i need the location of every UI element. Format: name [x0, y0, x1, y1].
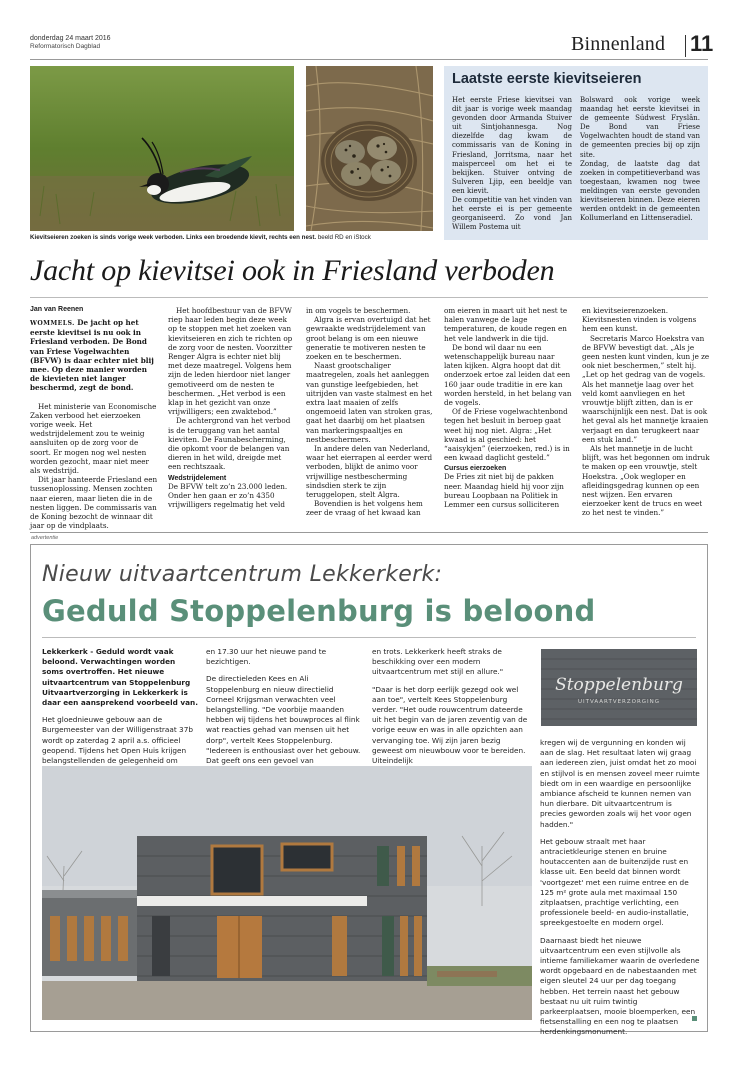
paragraph: Dit jaar hanteerde Friesland een tussenoplossing. Mensen zochten naar eieren, maar lieten die in de nesten liggen. De commissaris van de Koning bezocht de winnaar dit jaar op de vindplaats.	[30, 475, 158, 531]
subheading: Wedstrijdelement	[168, 474, 227, 482]
lapwing-photo	[30, 66, 294, 231]
advertorial-column-2	[206, 647, 362, 783]
paragraph: en trots. Lekkerkerk heeft straks de beschikking over een modern uitvaartcentrum met stijl en allure."	[372, 647, 504, 677]
advertisement-label: advertentie	[31, 535, 59, 541]
paragraph: De achtergrond van het verbod is de teruggang van het aantal kieviten. De Faunabescherming, die opkomt voor de belangen van dieren in het wild, dreigde met een rechtszaak.	[168, 416, 291, 472]
advertorial-column-3	[372, 647, 528, 773]
article-column-5	[582, 306, 710, 518]
paragraph: om eieren in maart uit het nest te halen vanwege de lage temperaturen, de koude regen en het vele landwerk in die tijd.	[444, 306, 568, 343]
end-mark	[692, 1016, 697, 1021]
paragraph: De bond wil daar nu een wetenschappelijk bureau naar laten kijken. Algra hoopt dat dit onderzoek ertoe zal leiden dat een 160 jaar oude traditie in ere kan worden hersteld, in het belang van de vogels.	[444, 342, 572, 408]
paragraph: In andere delen van Nederland, waar het eierrapen al eerder werd verboden, blijkt de animo voor vrijwillige nestbescherming sindsdien sterk te zijn teruggelopen, stelt Algra.	[306, 444, 433, 500]
advertorial-title-rule	[42, 637, 696, 638]
article-column-1	[30, 306, 158, 530]
header-rule	[30, 59, 708, 60]
byline: Jan van Reenen	[30, 306, 84, 313]
paragraph: Algra is ervan overtuigd dat het gewraakte wedstrijdelement van groot belang is om een nieuwe generatie te motiveren nesten te zoeken en te beschermen.	[306, 315, 431, 362]
advertorial-title: Geduld Stoppelenburg is beloond	[42, 594, 596, 628]
article-column-3	[306, 306, 434, 518]
paragraph: Of de Friese vogelwachtenbond tegen het besluit in beroep gaat weet hij nog niet. Algra: „Het kwaad is al geschied: het “aaisykjen” (eierzoeken, red.) is in een kwaad daglicht gesteld.”	[444, 407, 570, 463]
advertorial-column-1	[42, 647, 198, 783]
dateline: WOMMELS.	[30, 320, 75, 327]
paragraph: De Fries zit niet bij de pakken neer. Maandag hield hij voor zijn bureau Loopbaan na Politiek in Lemmer een cursus solliciteren	[444, 472, 564, 510]
header-divider	[685, 35, 686, 57]
sidebox-column-1: Het eerste Friese kievitsei van dit jaar is vorige week maandag gevonden door Armanda Stuiver uit Sintjohannesga. Nog diezelfde dag kwam de commissaris van de Koning in Friesland, Jorritsma, naar het maisperceel om het ei te bekijken. Stuiver ontving de Sulveren Ljip, een beeldje van een kievit. De competitie van het vinden van het eerste ei is per gemeente georganiseerd. Zo vond Jan Willem Postema uit	[452, 96, 572, 232]
sign-logo-subtext: UITVAARTVERZORGING	[577, 699, 661, 705]
paragraph: Daarnaast biedt het nieuwe uitvaartcentrum een even stijlvolle als intieme familiekamer waarin de overledene wordt opgebaard en de nabestaanden met eigen sleutel 24 uur per dag toegang hebben. Het terrein naast het gebouw bestaat nu uit ruim twintig parkeerplaatsen, mooie bloemperken, een fietsenstalling en een nog te plaatsen herdenkingsmonument.	[540, 935, 700, 1037]
sidebox-column-2: Bolsward ook vorige week maandag het eerste kievitsei in de gemeente Súdwest Fryslân. De Bond van Friese Vogelwachten houdt de stand van de gemeenten precies bij op zijn site. Zondag, de laatste dag dat zoeken in competitieverband was toegestaan, kwamen nog twee meldingen van eerste gevonden kievitseieren binnen. Deze eieren werden ontdekt in de gemeenten Kollumerland en Littenseradiel.	[580, 96, 700, 223]
paragraph: De BFVW telt zo’n 23.000 leden. Onder hen gaan er zo’n 4350 vrijwilligers regelmatig het veld	[168, 481, 288, 510]
sidebox-title: Laatste eerste kievitseieren	[452, 71, 642, 87]
paragraph: "Daar is het dorp eerlijk gezegd ook wel aan toe", vertelt Kees Stoppelenburg verder. "Het oude rouwcentrum dateerde uit het begin van de jaren zeventig van de vorige eeuw en was in alle opzichten aan vervanging toe. Wij zijn jaren bezig geweest om nieuwbouw voor te bereiden. Uiteindelijk	[372, 684, 528, 766]
paragraph: Naast grootschaliger maatregelen, zoals het aanleggen van gunstige leefgebieden, het uitrijden van vaste stalmest en het extra laat maaien of zelfs ongemoeid laten van stroken gras, gaat het daarbij om het plaatsen van markeringspaaltjes en nestbeschermers.	[306, 361, 433, 444]
paragraph: Als het mannetje in de lucht blijft, was het begonnen om indruk te maken op een vrouwtje, stelt Hoekstra. „Ook wegloper en afleidingsgedrag kunnen op een nest wijzen. Een ervaren eierzoeker kent de trucs en weet zo het nest te vinden.”	[582, 444, 710, 518]
nest-photo	[306, 66, 433, 231]
paragraph: Het hoofdbestuur van de BFVW riep haar leden begin deze week op te stoppen met het zoeken van kievitseieren en zich te richten op de zorg voor de nesten. Voorzitter Renger Algra is echter niet blij met deze maatregel. Volgens hem zijn de leden hierdoor niet langer gemotiveerd om de nesten te beschermen. „Het verbod is een klap in het gezicht van onze vrijwilligers; een zwaktebod.”	[168, 306, 293, 417]
paragraph: Bovendien is het volgens hem zeer de vraag of het kwaad kan	[306, 499, 423, 518]
subheading: Cursus eierzoeken	[444, 465, 507, 473]
photo-credit: beeld RD en iStock	[317, 234, 371, 241]
article-lead: De jacht op het eerste kievitsei is nu ook in Friesland verboden. De Bond van Friese Vogelwachten (BFVW) is daar echter niet blij mee. Op deze manier worden de kievieten niet langer beschermd, zegt de bond.	[30, 318, 154, 393]
advertorial-kicker: Nieuw uitvaartcentrum Lekkerkerk:	[42, 562, 443, 587]
article-column-2	[168, 306, 296, 509]
advertorial-column-4	[540, 738, 700, 1045]
stoppelenburg-sign-photo	[541, 649, 697, 726]
paragraph: De directieleden Kees en Ali Stoppelenburg en nieuw directielid Corneel Krijgsman verwachten veel belangstelling. "De voorbije maanden hebben wij tijdens het bouwproces al flink wat reacties gehad van mensen uit het dorp", vertelt Kees Stoppelenburg. "Iedereen is enthousiast over het gebouw. Dat geeft ons een gevoel van	[206, 674, 361, 766]
caption-text: Kievitseieren zoeken is sinds vorige week verboden. Links een broedende kievit, rechts een nest.	[30, 234, 317, 241]
article-column-4	[444, 306, 572, 509]
section-title: Binnenland	[571, 33, 666, 55]
paragraph: Het ministerie van Economische Zaken verbood het eierzoeken vorige week. Het wedstrijdelement zou te weinig aansluiten op de zorg voor de soort. Er mogen nog wel nesten worden gezocht, maar niet meer als wedstrijd.	[30, 401, 157, 476]
photo-caption	[30, 234, 440, 242]
paragraph: en kievitseierenzoeken. Kievitsnesten vinden is volgens hem een kunst.	[582, 306, 697, 334]
paragraph: kregen wij de vergunning en konden wij aan de slag. Het resultaat laten wij graag aan iedereen zien, juist omdat het zo mooi en stijlvol is en mensen zoveel meer ruimte biedt om in een waardige en persoonlijke ambiance afscheid te kunnen nemen van hun dierbare. Dit uitvaartcentrum is precies geworden zoals wij het voor ogen hadden."	[540, 738, 700, 829]
paragraph: en 17.30 uur het nieuwe pand te bezichtigen.	[206, 647, 327, 667]
funeral-center-building-photo	[42, 766, 532, 1020]
paragraph: Secretaris Marco Hoekstra van de BFVW bevestigt dat. „Als je geen nesten kunt vinden, kun je ze ook niet beschermen,” stelt hij. „Let op het gedrag van de vogels. Als het mannetje laag over het veld komt aanvliegen en het vrouwtje blijft zitten, dan is er waarschijnlijk een nest. Dat is ook het geval als het mannetje kraaien verjaagt en dan terugkeert naar een stuk land.”	[582, 333, 710, 444]
sign-logo-text: Stoppelenburg	[555, 675, 683, 695]
newspaper-name: Reformatorisch Dagblad	[30, 43, 101, 50]
paragraph: Het gebouw straalt met haar antracietkleurige stenen en bruine houtaccenten aan de buitenzijde rust en klasse uit. Een beeld dat binnen wordt 'voortgezet' met een ruime entree en de 125 m² grote aula met maximaal 150 zitplaatsen, prachtige verlichting, een professionele beeld- en audio-installatie, spreekgestoelte en modern orgel.	[540, 836, 689, 928]
article-headline: Jacht op kievitsei ook in Friesland verboden	[30, 254, 555, 287]
advertorial-rule	[30, 532, 708, 533]
paragraph: in om vogels te beschermen.	[306, 306, 411, 315]
advertorial-lead: Lekkerkerk - Geduld wordt vaak beloond. Verwachtingen worden soms overtroffen. Het nieuwe uitvaartcentrum van Stoppelenburg Uitvaartverzorging in Lekkerkerk is daar een aansprekend voorbeeld van.	[42, 647, 198, 708]
edition-date: donderdag 24 maart 2016	[30, 35, 111, 42]
page-number: 11	[690, 31, 714, 56]
headline-rule	[30, 297, 708, 298]
paragraph: Het gloednieuwe gebouw aan de Burgemeester van der Willigenstraat 37b wordt op zaterdag 2 april a.s. officieel geopend. Tijdens het Open Huis krijgen belangstellenden de gelegenheid om	[42, 715, 193, 766]
